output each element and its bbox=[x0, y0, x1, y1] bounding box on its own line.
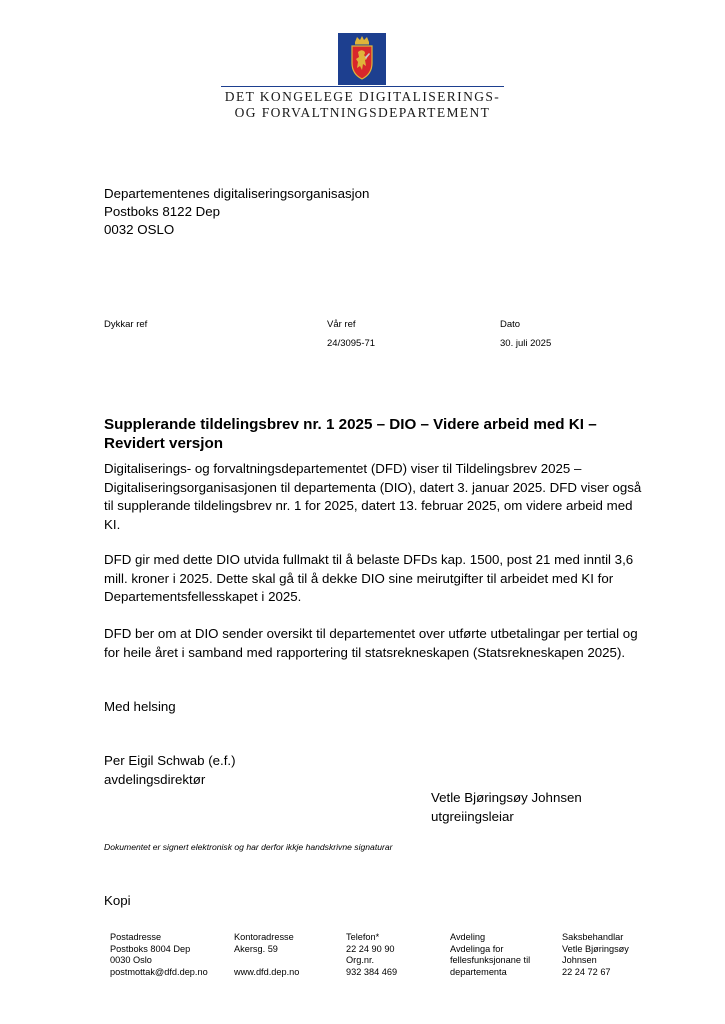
p2-line: Departementsfellesskapet i 2025. bbox=[104, 589, 302, 605]
p3-line: DFD ber om at DIO sender oversikt til departementet over utførte utbetalingar per tertial og bbox=[104, 626, 638, 641]
subject-line2: Revidert versjon bbox=[104, 435, 224, 452]
our-ref-label: Vår ref bbox=[327, 319, 356, 330]
p3-line: for heile året i samband med rapportering til statsrekneskapen (Statsrekneskapen 2025). bbox=[104, 644, 626, 660]
our-ref-value: 24/3095-71 bbox=[327, 338, 376, 349]
your-ref-label: Dykkar ref bbox=[104, 319, 148, 330]
department-name-line2: OG FORVALTNINGSDEPARTEMENT bbox=[234, 105, 491, 120]
signatory-2-name: Vetle Bjøringsøy Johnsen bbox=[431, 790, 582, 805]
recipient-postal: 0032 OSLO bbox=[104, 222, 175, 237]
signatory-1 bbox=[104, 752, 236, 789]
footer-text: Avdelinga for bbox=[450, 943, 504, 954]
footer-office bbox=[234, 932, 299, 978]
coat-of-arms-logo bbox=[338, 33, 386, 85]
footer-text: 22 24 90 90 bbox=[346, 943, 395, 954]
footer-text: 932 384 469 bbox=[346, 966, 398, 977]
recipient-name: Departementenes digitaliseringsorganisasjon bbox=[104, 186, 370, 201]
footer-case-officer bbox=[562, 932, 629, 978]
p1-line: til supplerande tildelingsbrev nr. 1 for 2025, datert 13. februar 2025, om videre arbeid med bbox=[104, 498, 633, 514]
department-name-line1: DET KONGELEGE DIGITALISERINGS- bbox=[224, 89, 501, 104]
letter-subject bbox=[104, 415, 644, 453]
footer-phone bbox=[346, 932, 397, 978]
date-label: Dato bbox=[500, 319, 521, 330]
footer-heading: Telefon* bbox=[346, 932, 380, 942]
closing: Med helsing bbox=[104, 699, 176, 714]
footer-heading: Avdeling bbox=[450, 932, 486, 942]
footer-text: 0030 Oslo bbox=[110, 955, 152, 966]
p1-line: Digitaliserings- og forvaltningsdepartementet (DFD) viser til Tildelingsbrev 2025 – bbox=[104, 461, 582, 476]
footer-website: www.dfd.dep.no bbox=[234, 966, 300, 977]
footer-department bbox=[450, 932, 530, 978]
letterhead-rule bbox=[221, 86, 504, 87]
footer-text: Postboks 8004 Dep bbox=[110, 943, 191, 954]
recipient-address bbox=[104, 185, 369, 239]
signatory-1-title: avdelingsdirektør bbox=[104, 771, 206, 787]
footer-heading: Postadresse bbox=[110, 932, 162, 942]
footer-text: Org.nr. bbox=[346, 955, 375, 966]
p1-line: KI. bbox=[104, 516, 121, 532]
footer-text: Vetle Bjøringsøy bbox=[562, 943, 629, 954]
footer-text: fellesfunksjonane til bbox=[450, 955, 531, 966]
paragraph-3 bbox=[104, 625, 649, 662]
date-value: 30. juli 2025 bbox=[500, 338, 552, 349]
recipient-postbox: Postboks 8122 Dep bbox=[104, 204, 221, 219]
paragraph-1 bbox=[104, 460, 649, 534]
footer-text: 22 24 72 67 bbox=[562, 966, 611, 977]
footer-text: departementa bbox=[450, 966, 507, 977]
footer-email: postmottak@dfd.dep.no bbox=[110, 966, 208, 977]
p2-line: DFD gir med dette DIO utvida fullmakt til å belaste DFDs kap. 1500, post 21 med inntil 3,6 bbox=[104, 552, 634, 567]
paragraph-2 bbox=[104, 551, 649, 607]
p1-line: Digitaliseringsorganisasjonen til departementa (DIO), datert 3. januar 2025. DFD viser også bbox=[104, 479, 642, 495]
footer-heading: Saksbehandlar bbox=[562, 932, 624, 942]
signatory-2-title: utgreiingsleiar bbox=[431, 808, 514, 824]
footer-postal bbox=[110, 932, 208, 978]
signatory-1-name: Per Eigil Schwab (e.f.) bbox=[104, 753, 236, 768]
copy-label: Kopi bbox=[104, 893, 131, 908]
footer-spacer bbox=[234, 955, 299, 967]
subject-line1: Supplerande tildelingsbrev nr. 1 2025 – DIO – Videre arbeid med KI – bbox=[104, 416, 597, 433]
electronic-signature-note: Dokumentet er signert elektronisk og har derfor ikkje handskrivne signaturar bbox=[104, 842, 393, 852]
footer-heading: Kontoradresse bbox=[234, 932, 294, 942]
footer-text: Akersg. 59 bbox=[234, 943, 278, 954]
p2-line: mill. kroner i 2025. Dette skal gå til å dekke DIO sine meirutgifter til arbeidet med KI for bbox=[104, 570, 614, 586]
signatory-2 bbox=[431, 789, 582, 826]
lion-crest-icon bbox=[338, 33, 386, 85]
footer-text: Johnsen bbox=[562, 955, 597, 966]
